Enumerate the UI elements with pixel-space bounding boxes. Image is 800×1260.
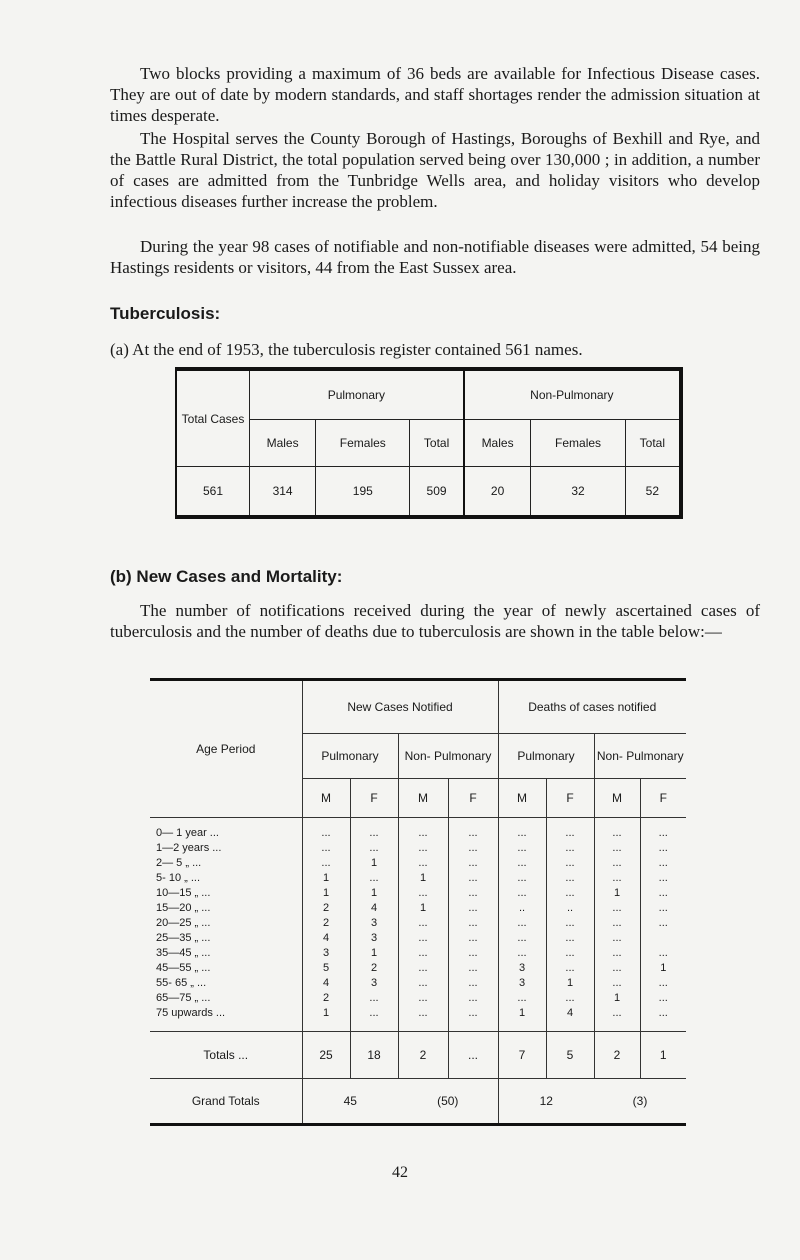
non-pulmonary-header: Non- Pulmonary (594, 734, 686, 779)
page-number: 42 (392, 1164, 408, 1181)
table-row (150, 961, 686, 976)
value-cell: 509 (410, 467, 464, 518)
count-cell: ... (302, 818, 350, 842)
age-period-cell: 2— 5 „ ... (156, 857, 202, 869)
males-header: Males (464, 420, 531, 467)
pulmonary-header: Pulmonary (302, 734, 398, 779)
count-cell: ... (448, 886, 498, 901)
total-cell: 1 (640, 1032, 686, 1079)
count-cell: ... (546, 931, 594, 946)
count-cell: 4 (302, 976, 350, 991)
count-cell: ... (448, 961, 498, 976)
males-header: Males (250, 420, 316, 467)
count-cell: ... (640, 871, 686, 886)
table-row (150, 871, 686, 886)
count-cell (640, 931, 686, 946)
count-cell: ... (448, 818, 498, 842)
value-cell: 32 (531, 467, 625, 518)
count-cell: 3 (498, 961, 546, 976)
count-cell: ... (448, 976, 498, 991)
table-row (150, 818, 686, 842)
grand-totals-label: Grand Totals (150, 1079, 302, 1125)
count-cell: .. (546, 901, 594, 916)
count-cell: ... (498, 946, 546, 961)
grand-total-cell: (3) (594, 1079, 686, 1125)
count-cell: 1 (398, 901, 448, 916)
count-cell: ... (398, 931, 448, 946)
new-cases-heading: (b) New Cases and Mortality: (110, 567, 343, 586)
age-period-cell: 35—45 „ ... (156, 947, 211, 959)
count-cell: ... (594, 856, 640, 871)
count-cell: ... (498, 916, 546, 931)
notifications-table (150, 678, 686, 1126)
count-cell: 2 (350, 961, 398, 976)
females-header: Females (316, 420, 410, 467)
count-cell: ... (546, 871, 594, 886)
deaths-header: Deaths of cases notified (498, 680, 686, 734)
count-cell: ... (398, 886, 448, 901)
total-cases-header: Total Cases (176, 369, 250, 467)
age-period-cell: 5- 10 „ ... (156, 872, 201, 884)
value-cell: 52 (625, 467, 681, 518)
table-row (150, 841, 686, 856)
f-header: F (448, 779, 498, 818)
total-cell: 18 (350, 1032, 398, 1079)
count-cell: 3 (350, 976, 398, 991)
count-cell: ... (498, 856, 546, 871)
count-cell: 1 (594, 886, 640, 901)
count-cell: ... (640, 818, 686, 842)
new-cases-header: New Cases Notified (302, 680, 498, 734)
count-cell: ... (594, 901, 640, 916)
count-cell: ... (640, 901, 686, 916)
count-cell: ... (546, 916, 594, 931)
pulmonary-header: Pulmonary (250, 369, 464, 420)
count-cell: ... (546, 961, 594, 976)
non-pulmonary-header: Non-Pulmonary (464, 369, 681, 420)
count-cell: ... (398, 841, 448, 856)
count-cell: 1 (350, 886, 398, 901)
count-cell: 1 (350, 946, 398, 961)
count-cell: 1 (546, 976, 594, 991)
count-cell: ... (350, 818, 398, 842)
tuberculosis-heading: Tuberculosis: (110, 304, 221, 323)
count-cell: ... (640, 946, 686, 961)
m-header: M (302, 779, 350, 818)
value-cell: 314 (250, 467, 316, 518)
f-header: F (546, 779, 594, 818)
paragraph-b: The number of notifications received during the year of newly ascertained cases of tuberculosis and the number of deaths due to tuberculosis are shown in the table below:— (110, 601, 760, 641)
count-cell: ... (640, 841, 686, 856)
count-cell: ... (398, 916, 448, 931)
count-cell: ... (448, 946, 498, 961)
count-cell: 3 (498, 976, 546, 991)
count-cell: 1 (594, 991, 640, 1006)
count-cell: ... (594, 841, 640, 856)
count-cell: ... (640, 991, 686, 1006)
table-row (150, 976, 686, 991)
count-cell: ... (448, 1006, 498, 1032)
count-cell: ... (398, 946, 448, 961)
intro-paragraph-1: Two blocks providing a maximum of 36 beds are available for Infectious Disease cases. They are out of date by modern standards, and staff shortages render the admission situation at times desperate. (110, 64, 760, 125)
count-cell: ... (448, 901, 498, 916)
count-cell: 1 (302, 886, 350, 901)
count-cell: ... (448, 991, 498, 1006)
count-cell: ... (546, 991, 594, 1006)
table-row (150, 946, 686, 961)
total-header: Total (625, 420, 681, 467)
count-cell: ... (448, 841, 498, 856)
count-cell: ... (546, 818, 594, 842)
age-period-cell: 10—15 „ ... (156, 887, 211, 899)
females-header: Females (531, 420, 625, 467)
count-cell: ... (448, 931, 498, 946)
count-cell: ... (594, 946, 640, 961)
table-row (150, 991, 686, 1006)
f-header: F (350, 779, 398, 818)
count-cell: 2 (302, 916, 350, 931)
age-period-cell: 1—2 years ... (156, 842, 222, 854)
count-cell: 1 (302, 871, 350, 886)
count-cell: 5 (302, 961, 350, 976)
count-cell: ... (498, 991, 546, 1006)
f-header: F (640, 779, 686, 818)
age-period-header: Age Period (150, 680, 302, 818)
count-cell: ... (640, 886, 686, 901)
total-cell: 5 (546, 1032, 594, 1079)
count-cell: ... (398, 991, 448, 1006)
value-cell: 195 (316, 467, 410, 518)
count-cell: ... (350, 1006, 398, 1032)
totals-label: Totals ... (150, 1032, 302, 1079)
count-cell: ... (546, 841, 594, 856)
count-cell: ... (398, 818, 448, 842)
count-cell: 3 (302, 946, 350, 961)
count-cell: 3 (350, 931, 398, 946)
count-cell: 1 (640, 961, 686, 976)
count-cell: ... (302, 841, 350, 856)
count-cell: ... (398, 856, 448, 871)
count-cell: ... (640, 916, 686, 931)
age-period-cell: 25—35 „ ... (156, 932, 211, 944)
table-row (150, 931, 686, 946)
table-row (150, 1006, 686, 1032)
count-cell: 1 (350, 856, 398, 871)
m-header: M (594, 779, 640, 818)
count-cell: ... (398, 1006, 448, 1032)
count-cell: 2 (302, 991, 350, 1006)
non-pulmonary-header: Non- Pulmonary (398, 734, 498, 779)
count-cell: 4 (350, 901, 398, 916)
count-cell: ... (498, 931, 546, 946)
count-cell: ... (398, 961, 448, 976)
count-cell: ... (594, 931, 640, 946)
m-header: M (498, 779, 546, 818)
count-cell: ... (594, 871, 640, 886)
count-cell: ... (640, 856, 686, 871)
table-row (150, 916, 686, 931)
grand-total-cell: 45 (302, 1079, 398, 1125)
count-cell: ... (302, 856, 350, 871)
count-cell: ... (594, 976, 640, 991)
count-cell: 1 (498, 1006, 546, 1032)
register-table (175, 367, 683, 519)
age-period-cell: 15—20 „ ... (156, 902, 211, 914)
count-cell: ... (546, 946, 594, 961)
age-period-cell: 20—25 „ ... (156, 917, 211, 929)
grand-total-cell: (50) (398, 1079, 498, 1125)
pulmonary-header: Pulmonary (498, 734, 594, 779)
age-period-cell: 0— 1 year ... (156, 827, 219, 839)
count-cell: ... (640, 1006, 686, 1032)
count-cell: 4 (302, 931, 350, 946)
age-period-cell: 55- 65 „ ... (156, 977, 207, 989)
count-cell: ... (350, 871, 398, 886)
count-cell: 4 (546, 1006, 594, 1032)
value-cell: 20 (464, 467, 531, 518)
count-cell: ... (594, 961, 640, 976)
count-cell: ... (498, 886, 546, 901)
count-cell: 1 (302, 1006, 350, 1032)
value-cell: 561 (202, 484, 224, 498)
count-cell: 3 (350, 916, 398, 931)
count-cell: ... (448, 856, 498, 871)
count-cell: ... (350, 991, 398, 1006)
m-header: M (398, 779, 448, 818)
total-cell: ... (448, 1032, 498, 1079)
count-cell: ... (594, 818, 640, 842)
count-cell: ... (350, 841, 398, 856)
total-cell: 2 (398, 1032, 448, 1079)
table-row (150, 856, 686, 871)
grand-total-cell: 12 (498, 1079, 594, 1125)
count-cell: ... (546, 856, 594, 871)
count-cell: ... (398, 976, 448, 991)
count-cell: ... (448, 871, 498, 886)
paragraph-a: (a) At the end of 1953, the tuberculosis register contained 561 names. (110, 340, 583, 359)
count-cell: ... (448, 916, 498, 931)
count-cell: 1 (398, 871, 448, 886)
intro-paragraph-2: The Hospital serves the County Borough of Hastings, Boroughs of Bexhill and Rye, and the Battle Rural District, the total population served being over 130,000 ; in addition, a number of cases are admitted from the Tunbridge Wells area, and holiday visitors who develop infectious diseases further increase the problem. (110, 129, 760, 211)
age-period-cell: 65—75 „ ... (156, 992, 211, 1004)
count-cell: .. (498, 901, 546, 916)
table-row (150, 901, 686, 916)
count-cell: ... (498, 818, 546, 842)
count-cell: ... (594, 916, 640, 931)
table-row (150, 886, 686, 901)
total-cell: 7 (498, 1032, 546, 1079)
intro-paragraph-3: During the year 98 cases of notifiable and non-notifiable diseases were admitted, 54 being Hastings residents or visitors, 44 from the East Sussex area. (110, 237, 760, 277)
count-cell: ... (498, 841, 546, 856)
count-cell: ... (546, 886, 594, 901)
total-header: Total (410, 420, 464, 467)
count-cell: 2 (302, 901, 350, 916)
total-cell: 2 (594, 1032, 640, 1079)
count-cell: ... (640, 976, 686, 991)
age-period-cell: 45—55 „ ... (156, 962, 211, 974)
age-period-cell: 75 upwards ... (156, 1007, 226, 1019)
total-cell: 25 (302, 1032, 350, 1079)
count-cell: ... (594, 1006, 640, 1032)
count-cell: ... (498, 871, 546, 886)
